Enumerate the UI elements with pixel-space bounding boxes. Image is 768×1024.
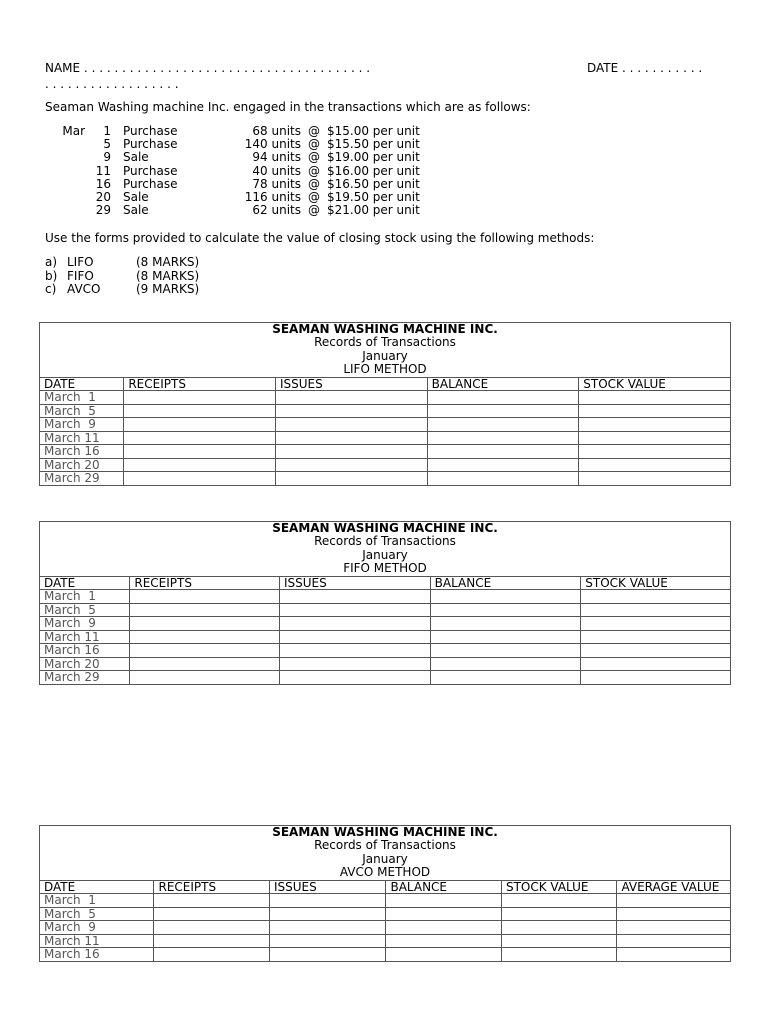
transaction-price: $16.50 per unit <box>327 176 420 191</box>
form-period: January <box>362 348 408 363</box>
entry-cell[interactable] <box>124 445 276 459</box>
entry-cell[interactable] <box>430 630 581 644</box>
form-entry-row <box>40 671 731 685</box>
row-date: March 11 <box>40 934 154 948</box>
form-column-headers <box>40 576 731 590</box>
column-header: BALANCE <box>430 576 581 590</box>
row-date: March 1 <box>40 894 154 908</box>
form-entry-row <box>40 617 731 631</box>
row-date: March 9 <box>40 418 124 432</box>
entry-cell[interactable] <box>130 644 280 658</box>
entry-cell[interactable] <box>275 404 427 418</box>
transaction-type: Purchase <box>123 176 178 191</box>
entry-cell[interactable] <box>501 894 616 908</box>
transaction-day: 11 <box>95 163 111 178</box>
method-marks: (8 MARKS) <box>136 268 200 283</box>
transaction-type: Purchase <box>123 137 178 152</box>
transaction-at: @ <box>308 137 320 152</box>
form-entry-row <box>40 404 731 418</box>
entry-cell[interactable] <box>430 671 581 685</box>
row-date: March 9 <box>40 617 130 631</box>
column-header: BALANCE <box>427 377 579 391</box>
entry-cell[interactable] <box>124 431 276 445</box>
row-date: March 20 <box>40 458 124 472</box>
entry-cell[interactable] <box>154 907 269 921</box>
transaction-type: Sale <box>123 190 149 205</box>
entry-cell[interactable] <box>280 671 431 685</box>
entry-cell[interactable] <box>581 644 731 658</box>
entry-cell[interactable] <box>579 472 731 486</box>
transaction-month <box>45 178 89 191</box>
transaction-units: 68 units <box>252 124 301 139</box>
entry-cell[interactable] <box>280 630 431 644</box>
form-title-block <box>40 323 731 378</box>
transaction-units: 40 units <box>252 163 301 178</box>
form-header-row <box>40 826 731 881</box>
form-entry-row <box>40 391 731 405</box>
transaction-month <box>45 191 89 204</box>
column-header: DATE <box>40 576 130 590</box>
entry-cell[interactable] <box>269 948 386 962</box>
column-header: RECEIPTS <box>154 880 269 894</box>
entry-cell[interactable] <box>427 458 579 472</box>
instruction-text: Use the forms provided to calculate the value of closing stock using the following methods: <box>45 231 595 245</box>
entry-cell[interactable] <box>269 907 386 921</box>
method-row <box>45 256 199 269</box>
transaction-row <box>45 138 420 151</box>
transaction-month <box>45 138 89 151</box>
transaction-units: 140 units <box>244 137 301 152</box>
entry-cell[interactable] <box>617 948 731 962</box>
transaction-at: @ <box>308 190 320 205</box>
transaction-units: 78 units <box>252 176 301 191</box>
row-date: March 16 <box>40 445 124 459</box>
form-column-headers <box>40 880 731 894</box>
row-date: March 5 <box>40 907 154 921</box>
entry-cell[interactable] <box>386 894 501 908</box>
form-column-headers <box>40 377 731 391</box>
method-letter: c) <box>45 281 57 296</box>
row-date: March 5 <box>40 603 130 617</box>
column-header: RECEIPTS <box>130 576 280 590</box>
entry-cell[interactable] <box>427 418 579 432</box>
entry-cell[interactable] <box>430 644 581 658</box>
method-row <box>45 269 199 282</box>
entry-cell[interactable] <box>280 617 431 631</box>
form-subtitle: Records of Transactions <box>314 534 456 549</box>
entry-cell[interactable] <box>124 458 276 472</box>
form-header-row <box>40 522 731 577</box>
row-date: March 16 <box>40 948 154 962</box>
transaction-units: 62 units <box>252 203 301 218</box>
entry-cell[interactable] <box>617 894 731 908</box>
methods-list <box>45 256 199 296</box>
name-field-continuation[interactable]: . . . . . . . . . . . . . . . . . . <box>45 77 179 91</box>
transaction-type: Sale <box>123 150 149 165</box>
entry-cell[interactable] <box>130 603 280 617</box>
form-method-name: AVCO METHOD <box>339 865 431 880</box>
form-method-name: LIFO METHOD <box>343 362 427 377</box>
entry-cell[interactable] <box>275 445 427 459</box>
row-date: March 20 <box>40 657 130 671</box>
entry-cell[interactable] <box>430 590 581 604</box>
entry-cell[interactable] <box>280 590 431 604</box>
transaction-at: @ <box>308 203 320 218</box>
form-entry-row <box>40 894 731 908</box>
entry-cell[interactable] <box>581 603 731 617</box>
form-entry-row <box>40 590 731 604</box>
entry-cell[interactable] <box>579 431 731 445</box>
form-subtitle: Records of Transactions <box>314 838 456 853</box>
entry-cell[interactable] <box>275 472 427 486</box>
transaction-day: 29 <box>95 203 111 218</box>
column-header: STOCK VALUE <box>581 576 731 590</box>
entry-cell[interactable] <box>581 657 731 671</box>
row-date: March 11 <box>40 630 130 644</box>
column-header: DATE <box>40 880 154 894</box>
lifo-form <box>39 322 731 486</box>
row-date: March 16 <box>40 644 130 658</box>
transaction-price: $15.50 per unit <box>327 137 420 152</box>
form-entry-row <box>40 921 731 935</box>
entry-cell[interactable] <box>275 458 427 472</box>
transaction-day: 20 <box>95 190 111 205</box>
entry-cell[interactable] <box>269 894 386 908</box>
entry-cell[interactable] <box>130 630 280 644</box>
name-field[interactable]: NAME . . . . . . . . . . . . . . . . . . . . . . . . . . . . . . . . . . . . . . <box>45 61 371 75</box>
form-title-block <box>40 826 731 881</box>
row-date: March 29 <box>40 671 130 685</box>
transaction-type: Purchase <box>123 124 178 139</box>
entry-cell[interactable] <box>501 948 616 962</box>
entry-cell[interactable] <box>386 921 501 935</box>
entry-cell[interactable] <box>617 934 731 948</box>
transaction-month <box>45 151 89 164</box>
row-date: March 1 <box>40 391 124 405</box>
avco-form <box>39 825 731 962</box>
transaction-row <box>45 204 420 217</box>
entry-cell[interactable] <box>275 391 427 405</box>
entry-cell[interactable] <box>430 603 581 617</box>
entry-cell[interactable] <box>386 907 501 921</box>
entry-cell[interactable] <box>430 657 581 671</box>
form-entry-row <box>40 657 731 671</box>
form-entry-row <box>40 603 731 617</box>
entry-cell[interactable] <box>427 404 579 418</box>
entry-cell[interactable] <box>130 590 280 604</box>
entry-cell[interactable] <box>427 391 579 405</box>
entry-cell[interactable] <box>617 921 731 935</box>
entry-cell[interactable] <box>280 644 431 658</box>
transaction-row <box>45 125 420 138</box>
entry-cell[interactable] <box>154 894 269 908</box>
transaction-month: Mar <box>62 124 85 139</box>
entry-cell[interactable] <box>154 934 269 948</box>
transaction-type: Purchase <box>123 163 178 178</box>
method-letter: a) <box>45 255 58 270</box>
transaction-month <box>45 204 89 217</box>
form-period: January <box>362 547 408 562</box>
transaction-row <box>45 178 420 191</box>
entry-cell[interactable] <box>430 617 581 631</box>
entry-cell[interactable] <box>579 404 731 418</box>
column-header: DATE <box>40 377 124 391</box>
entry-cell[interactable] <box>579 445 731 459</box>
entry-cell[interactable] <box>280 657 431 671</box>
date-field[interactable]: DATE . . . . . . . . . . . <box>587 61 703 75</box>
transaction-units: 116 units <box>244 190 301 205</box>
form-period: January <box>362 851 408 866</box>
form-entry-row <box>40 630 731 644</box>
entry-cell[interactable] <box>386 948 501 962</box>
column-header: RECEIPTS <box>124 377 276 391</box>
entry-cell[interactable] <box>130 671 280 685</box>
transaction-day: 5 <box>103 137 111 152</box>
entry-cell[interactable] <box>617 907 731 921</box>
intro-text: Seaman Washing machine Inc. engaged in the transactions which are as follows: <box>45 100 531 114</box>
row-date: March 29 <box>40 472 124 486</box>
column-header: AVERAGE VALUE <box>617 880 731 894</box>
entry-cell[interactable] <box>427 431 579 445</box>
transaction-price: $19.50 per unit <box>327 190 420 205</box>
form-entry-row <box>40 948 731 962</box>
entry-cell[interactable] <box>124 404 276 418</box>
entry-cell[interactable] <box>581 617 731 631</box>
entry-cell[interactable] <box>275 418 427 432</box>
row-date: March 11 <box>40 431 124 445</box>
entry-cell[interactable] <box>130 657 280 671</box>
entry-cell[interactable] <box>124 472 276 486</box>
transaction-at: @ <box>308 150 320 165</box>
form-entry-row <box>40 445 731 459</box>
transaction-price: $16.00 per unit <box>327 163 420 178</box>
row-date: March 1 <box>40 590 130 604</box>
transaction-at: @ <box>308 124 320 139</box>
entry-cell[interactable] <box>581 630 731 644</box>
method-name: FIFO <box>67 268 94 283</box>
entry-cell[interactable] <box>579 458 731 472</box>
column-header: ISSUES <box>275 377 427 391</box>
form-entry-row <box>40 431 731 445</box>
transactions-list <box>45 125 420 217</box>
entry-cell[interactable] <box>269 921 386 935</box>
row-date: March 9 <box>40 921 154 935</box>
column-header: STOCK VALUE <box>501 880 616 894</box>
transaction-at: @ <box>308 176 320 191</box>
form-entry-row <box>40 472 731 486</box>
entry-cell[interactable] <box>581 590 731 604</box>
entry-cell[interactable] <box>427 445 579 459</box>
entry-cell[interactable] <box>269 934 386 948</box>
form-entry-row <box>40 458 731 472</box>
entry-cell[interactable] <box>579 391 731 405</box>
method-row <box>45 283 199 296</box>
entry-cell[interactable] <box>154 921 269 935</box>
column-header: STOCK VALUE <box>579 377 731 391</box>
transaction-day: 1 <box>103 124 111 139</box>
transaction-at: @ <box>308 163 320 178</box>
transaction-price: $19.00 per unit <box>327 150 420 165</box>
column-header: ISSUES <box>269 880 386 894</box>
fifo-form <box>39 521 731 685</box>
transaction-price: $21.00 per unit <box>327 203 420 218</box>
form-entry-row <box>40 934 731 948</box>
form-company-name: SEAMAN WASHING MACHINE INC. <box>272 521 498 535</box>
form-title-block <box>40 522 731 577</box>
transaction-row <box>45 165 420 178</box>
entry-cell[interactable] <box>501 934 616 948</box>
entry-cell[interactable] <box>130 617 280 631</box>
form-entry-row <box>40 644 731 658</box>
entry-cell[interactable] <box>581 671 731 685</box>
transaction-month <box>45 165 89 178</box>
entry-cell[interactable] <box>386 934 501 948</box>
method-letter: b) <box>45 268 58 283</box>
entry-cell[interactable] <box>124 418 276 432</box>
entry-cell[interactable] <box>427 472 579 486</box>
row-date: March 5 <box>40 404 124 418</box>
entry-cell[interactable] <box>124 391 276 405</box>
form-subtitle: Records of Transactions <box>314 335 456 350</box>
transaction-price: $15.00 per unit <box>327 124 420 139</box>
form-entry-row <box>40 418 731 432</box>
transaction-row <box>45 151 420 164</box>
entry-cell[interactable] <box>501 921 616 935</box>
form-method-name: FIFO METHOD <box>343 561 427 576</box>
entry-cell[interactable] <box>579 418 731 432</box>
method-name: LIFO <box>67 255 94 270</box>
entry-cell[interactable] <box>280 603 431 617</box>
entry-cell[interactable] <box>501 907 616 921</box>
form-company-name: SEAMAN WASHING MACHINE INC. <box>272 825 498 839</box>
method-marks: (8 MARKS) <box>136 255 200 270</box>
transaction-units: 94 units <box>252 150 301 165</box>
entry-cell[interactable] <box>275 431 427 445</box>
form-company-name: SEAMAN WASHING MACHINE INC. <box>272 322 498 336</box>
column-header: BALANCE <box>386 880 501 894</box>
method-name: AVCO <box>67 281 101 296</box>
form-entry-row <box>40 907 731 921</box>
transaction-row <box>45 191 420 204</box>
entry-cell[interactable] <box>154 948 269 962</box>
column-header: ISSUES <box>280 576 431 590</box>
transaction-day: 16 <box>95 176 111 191</box>
transaction-type: Sale <box>123 203 149 218</box>
form-header-row <box>40 323 731 378</box>
transaction-day: 9 <box>103 150 111 165</box>
method-marks: (9 MARKS) <box>136 281 200 296</box>
